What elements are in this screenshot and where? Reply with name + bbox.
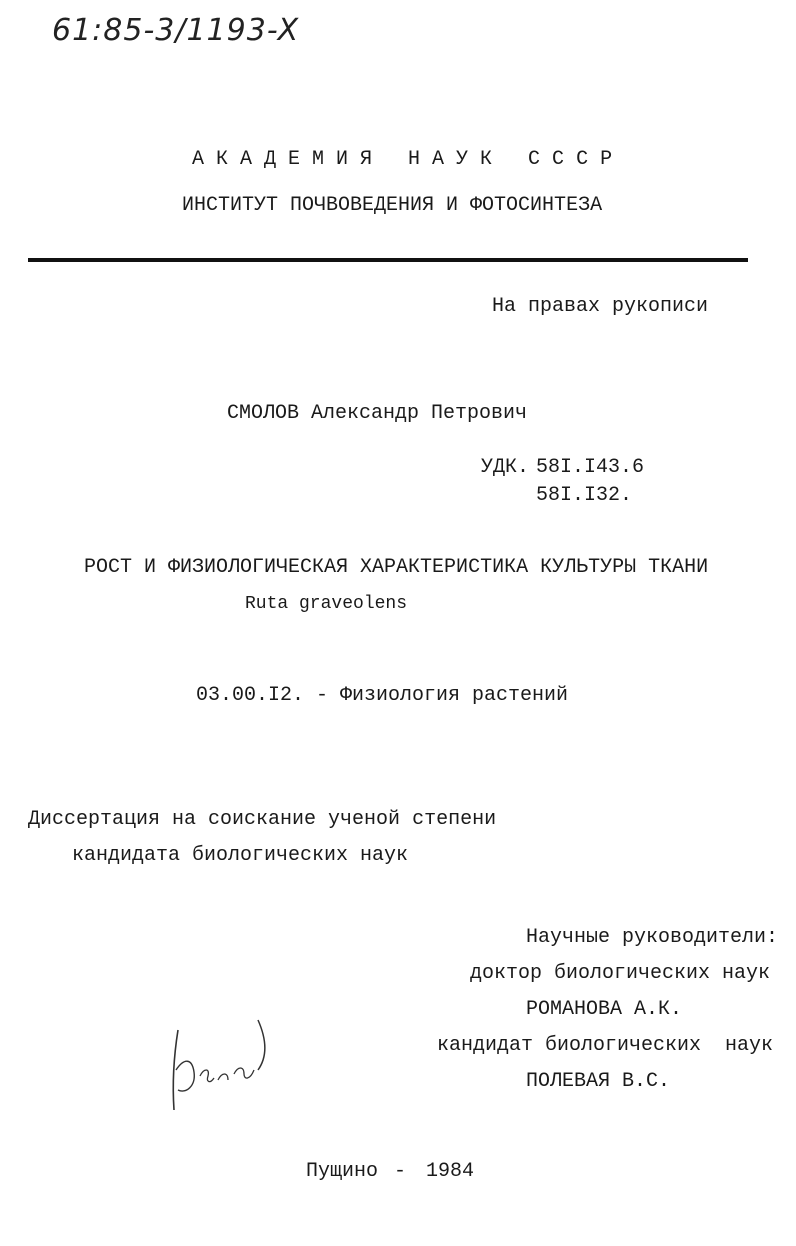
author-name: СМОЛОВ Александр Петрович bbox=[227, 402, 528, 425]
academy-heading: А К А Д Е М И Я Н А У К С С С Р bbox=[192, 148, 613, 171]
dissertation-line-1: Диссертация на соискание ученой степени bbox=[28, 808, 497, 831]
supervisor-1-name: РОМАНОВА А.К. bbox=[526, 998, 683, 1021]
supervisor-2-degree: кандидат биологических наук bbox=[437, 1034, 774, 1057]
footer-dash: - bbox=[394, 1160, 407, 1183]
supervisor-1-degree: доктор биологических наук bbox=[470, 962, 771, 985]
footer-city: Пущино bbox=[306, 1160, 379, 1183]
institute-heading: ИНСТИТУТ ПОЧВОВЕДЕНИЯ И ФОТОСИНТЕЗА bbox=[182, 194, 603, 217]
species-name: Ruta graveolens bbox=[245, 594, 408, 614]
udc-code-2: 58I.I32. bbox=[536, 484, 633, 507]
supervisors-heading: Научные руководители: bbox=[526, 926, 779, 949]
signature bbox=[150, 1010, 280, 1120]
header-rule bbox=[28, 258, 748, 262]
archive-code: 61:85-3/1193-X bbox=[52, 13, 300, 48]
dissertation-line-2: кандидата биологических наук bbox=[72, 844, 409, 867]
manuscript-note: На правах рукописи bbox=[492, 295, 709, 318]
thesis-title: РОСТ И ФИЗИОЛОГИЧЕСКАЯ ХАРАКТЕРИСТИКА КУЛЬТУРЫ ТКАНИ bbox=[84, 556, 709, 579]
supervisor-2-name: ПОЛЕВАЯ В.С. bbox=[526, 1070, 671, 1093]
udc-label: УДК. bbox=[481, 456, 530, 479]
specialty: 03.00.I2. - Физиология растений bbox=[196, 684, 569, 707]
udc-code-1: 58I.I43.6 bbox=[536, 456, 645, 479]
footer-year: 1984 bbox=[426, 1160, 475, 1183]
